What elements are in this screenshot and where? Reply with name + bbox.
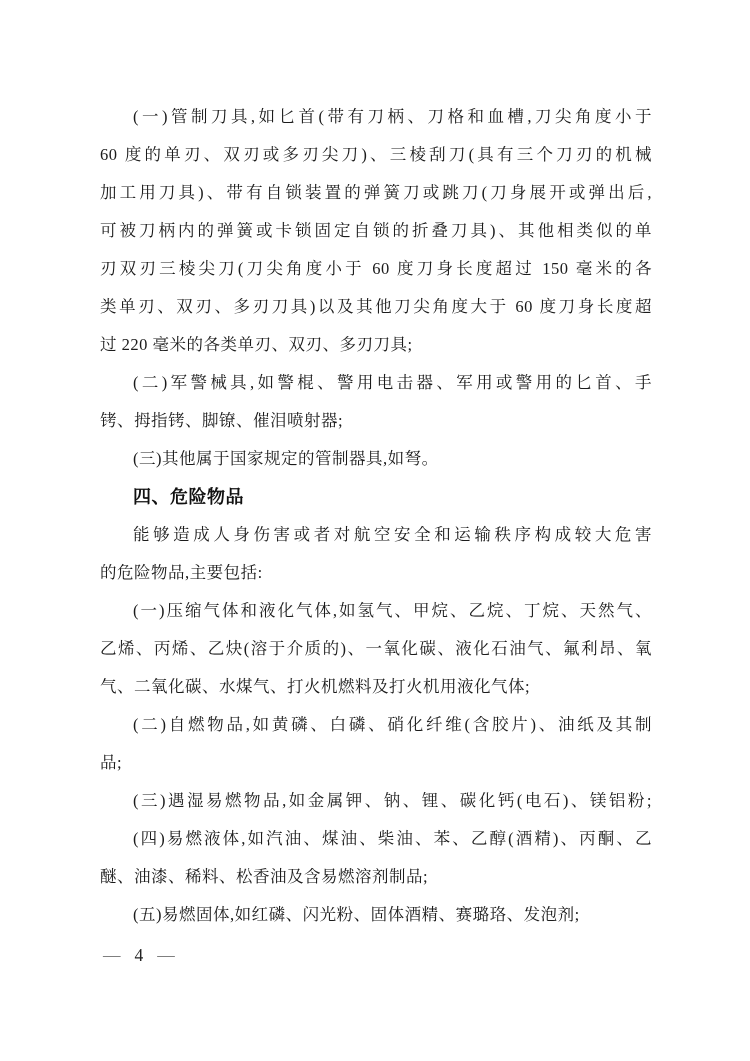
text-line: (一)压缩气体和液化气体,如氢气、甲烷、乙烷、丁烷、天然气、 xyxy=(133,601,652,620)
text-line: (五)易燃固体,如红磷、闪光粉、固体酒精、赛璐珞、发泡剂; xyxy=(133,905,580,924)
page-number: 4 xyxy=(134,945,144,965)
footer-right-dash: — xyxy=(157,945,175,965)
text-line: 60 度的单刃、双刃或多刃尖刀)、三棱刮刀(具有三个刀刃的机械 xyxy=(100,145,652,164)
text-line: (一)管制刀具,如匕首(带有刀柄、刀格和血槽,刀尖角度小于 xyxy=(133,107,652,126)
text-line: 品; xyxy=(100,753,123,772)
page-footer xyxy=(103,942,175,968)
text-line: 气、二氧化碳、水煤气、打火机燃料及打火机用液化气体; xyxy=(100,677,531,696)
footer-left-dash: — xyxy=(103,945,121,965)
text-line: 刃双刃三棱尖刀(刀尖角度小于 60 度刀身长度超过 150 毫米的各 xyxy=(100,259,652,278)
text-line: 的危险物品,主要包括: xyxy=(100,563,263,582)
text-line: 加工用刀具)、带有自锁装置的弹簧刀或跳刀(刀身展开或弹出后, xyxy=(100,183,652,202)
text-line: (二)军警械具,如警棍、警用电击器、军用或警用的匕首、手 xyxy=(133,373,652,392)
text-line: 类单刃、双刃、多刃刀具)以及其他刀尖角度大于 60 度刀身长度超 xyxy=(100,297,652,316)
text-line: 能够造成人身伤害或者对航空安全和运输秩序构成较大危害 xyxy=(133,525,652,544)
text-line: (二)自燃物品,如黄磷、白磷、硝化纤维(含胶片)、油纸及其制 xyxy=(133,715,652,734)
text-line: (三)遇湿易燃物品,如金属钾、钠、锂、碳化钙(电石)、镁铝粉; xyxy=(133,791,652,810)
text-line: 可被刀柄内的弹簧或卡锁固定自锁的折叠刀具)、其他相类似的单 xyxy=(100,221,652,240)
section-heading: 四、危险物品 xyxy=(133,487,244,507)
document-body xyxy=(100,98,652,934)
text-line: 醚、油漆、稀料、松香油及含易燃溶剂制品; xyxy=(100,867,429,886)
text-line: (三)其他属于国家规定的管制器具,如弩。 xyxy=(133,449,439,468)
text-line: 乙烯、丙烯、乙炔(溶于介质的)、一氧化碳、液化石油气、氟利昂、氧 xyxy=(100,639,652,658)
text-line: 过 220 毫米的各类单刃、双刃、多刃刀具; xyxy=(100,335,413,354)
text-line: (四)易燃液体,如汽油、煤油、柴油、苯、乙醇(酒精)、丙酮、乙 xyxy=(133,829,652,848)
text-line: 铐、拇指铐、脚镣、催泪喷射器; xyxy=(100,411,344,430)
